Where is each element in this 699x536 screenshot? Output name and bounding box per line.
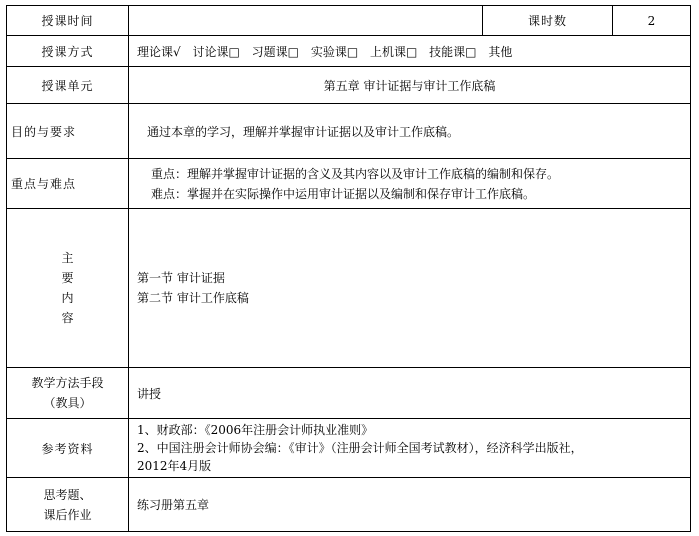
homework-label-line2: 课后作业 [43, 507, 92, 522]
key-point-line: 重点：理解并掌握审计证据的含义及其内容以及审计工作底稿的编制和保存。 [151, 166, 560, 181]
difficult-point-line: 难点：掌握并在实际操作中运用审计证据以及编制和保存审计工作底稿。 [151, 186, 536, 201]
row-key [7, 159, 691, 209]
key-content [129, 159, 691, 209]
method-option-other: 其他 [488, 44, 513, 59]
teaching-label-line2: （教具） [43, 396, 92, 410]
section-one: 第一节 审计证据 [137, 271, 225, 285]
row-homework [7, 478, 691, 532]
method-options [129, 36, 691, 67]
time-value [129, 6, 483, 36]
teaching-label-line1: 教学方法手段 [31, 376, 104, 390]
time-label: 授课时间 [7, 6, 129, 36]
goal-value: 通过本章的学习，理解并掌握审计证据以及审计工作底稿。 [129, 104, 691, 159]
row-refs [7, 419, 691, 478]
content-label-char: 容 [61, 311, 74, 325]
row-content [7, 209, 691, 368]
ref-item-2: 2、中国注册会计师协会编：《审计》（注册会计师全国考试教材），经济科学出版社， [137, 441, 583, 455]
homework-label [7, 478, 129, 532]
unit-value: 第五章 审计证据与审计工作底稿 [129, 67, 691, 104]
teaching-label [7, 368, 129, 419]
section-two: 第二节 审计工作底稿 [137, 291, 249, 305]
refs-label: 参考资料 [7, 419, 129, 478]
method-label: 授课方式 [7, 36, 129, 67]
row-time [7, 6, 691, 36]
method-option-theory: 理论课√ [137, 44, 181, 59]
method-option-exercise: 习题课□ [251, 44, 299, 59]
lesson-plan-table [6, 5, 691, 532]
ref-item-2-continued: 2012年4月版 [137, 459, 212, 473]
method-option-lab: 实验课□ [310, 44, 359, 59]
content-label-char: 要 [61, 271, 74, 285]
row-method [7, 36, 691, 67]
method-option-discussion: 讨论课□ [192, 44, 240, 59]
content-label [7, 209, 129, 368]
content-label-char: 内 [61, 291, 74, 305]
ref-item-1: 1、财政部：《2006年注册会计师执业准则》 [137, 423, 374, 437]
goal-label: 目的与要求 [7, 104, 129, 159]
hours-label: 课时数 [483, 6, 613, 36]
row-unit [7, 67, 691, 104]
method-option-computer: 上机课□ [370, 44, 418, 59]
homework-value: 练习册第五章 [129, 478, 691, 532]
homework-label-line1: 思考题、 [43, 487, 92, 502]
content-value [129, 209, 691, 368]
row-teaching [7, 368, 691, 419]
teaching-value: 讲授 [129, 368, 691, 419]
row-goal [7, 104, 691, 159]
hours-value: 2 [613, 6, 691, 36]
refs-content [129, 419, 691, 478]
content-label-char: 主 [61, 251, 74, 265]
method-option-skill: 技能课□ [429, 44, 477, 59]
unit-label: 授课单元 [7, 67, 129, 104]
key-label: 重点与难点 [7, 159, 129, 209]
